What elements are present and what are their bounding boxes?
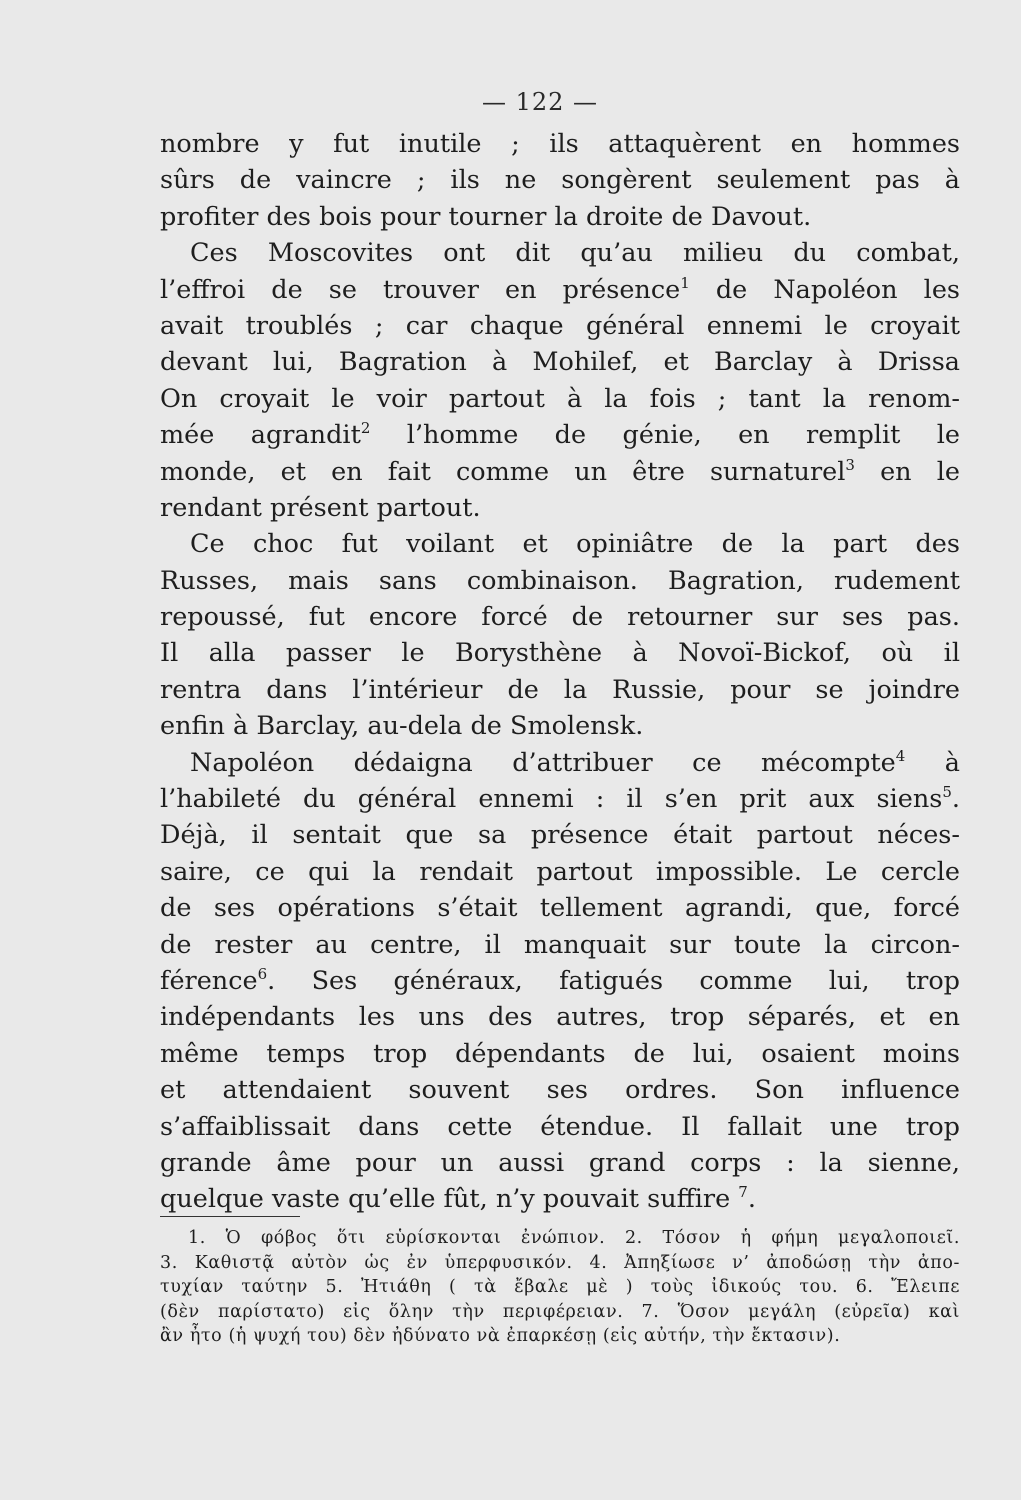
footnote-ref: 1 bbox=[680, 273, 690, 292]
footnote-divider bbox=[160, 1216, 300, 1217]
text-line: rendant présent partout. bbox=[160, 492, 481, 523]
text-line: même temps trop dépendants de lui, osaient moins bbox=[160, 1038, 960, 1069]
text-line: grande âme pour un aussi grand corps : la sienne, bbox=[160, 1147, 960, 1178]
footnote-ref: 4 bbox=[895, 746, 906, 765]
text-line: de ses opérations s’était tellement agrandi, que, forcé bbox=[160, 893, 960, 924]
text-line: indépendants les uns des autres, trop séparés, et en bbox=[160, 1002, 960, 1033]
text-line: Déjà, il sentait que sa présence était partout néces- bbox=[160, 820, 960, 851]
footnote-ref: 6 bbox=[257, 964, 268, 983]
text-line: l’effroi de se trouver en présence$^1$ de Napoléon les bbox=[160, 273, 961, 305]
text-line: sûrs de vaincre ; ils ne songèrent seulement pas à bbox=[160, 165, 960, 196]
paragraph-start: Ces Moscovites ont dit qu’au milieu du combat, bbox=[190, 238, 960, 269]
footnote-ref: 2 bbox=[360, 419, 371, 438]
text-line: monde, et en fait comme un être surnaturel$^3$ en le bbox=[160, 455, 961, 487]
paragraph-start: Napoléon dédaigna d’attribuer ce mécompte$^4$ à bbox=[190, 746, 960, 778]
text-line: profiter des bois pour tourner la droite de Davout. bbox=[160, 201, 812, 232]
text-line: saire, ce qui la rendait partout impossible. Le cercle bbox=[160, 856, 960, 887]
paragraph-start: Ce choc fut voilant et opiniâtre de la part des bbox=[190, 529, 960, 560]
text-line: Russes, mais sans combinaison. Bagration, rudement bbox=[160, 565, 960, 596]
text-line: devant lui, Bagration à Mohilef, et Barclay à Drissa bbox=[160, 347, 960, 378]
text-line: Il alla passer le Borysthène à Novoï-Bickof, où il bbox=[160, 638, 960, 669]
text-line: quelque vaste qu’elle fût, n’y pouvait suffire $^7$. bbox=[160, 1183, 756, 1215]
main-text bbox=[160, 126, 960, 1218]
footnote-ref: 5 bbox=[942, 783, 952, 802]
text-line: férence$^6$. Ses généraux, fatigués comme lui, trop bbox=[160, 964, 960, 996]
text-line: mée agrandit$^2$ l’homme de génie, en remplit le bbox=[160, 419, 960, 451]
text-line: et attendaient souvent ses ordres. Son influence bbox=[160, 1075, 960, 1106]
footnote-line: τυχίαν ταύτην 5. Ἠτιάθη ( τὰ ἔβαλε μὲ ) τοὺς ἰδικούς του. 6. Ἔλειπε bbox=[160, 1277, 960, 1298]
footnote-ref: 3 bbox=[845, 455, 855, 474]
page-number: — 122 — bbox=[481, 88, 599, 116]
footnote-line: (δὲν παρίστατο) εἰς ὅλην τὴν περιφέρειαν. 7. Ὅσον μεγάλη (εὐρεῖα) καὶ bbox=[160, 1301, 960, 1322]
footnote-ref: 7 bbox=[738, 1183, 748, 1202]
footnotes bbox=[160, 1226, 960, 1349]
footnote-line: 3. Καθιστᾷ αὐτὸν ὡς ἐν ὑπερφυσικόν. 4. Ἀπηξίωσε ν’ ἀποδώσῃ τὴν ἀπο- bbox=[160, 1252, 960, 1273]
text-line: On croyait le voir partout à la fois ; tant la renom- bbox=[160, 383, 960, 414]
text-line: rentra dans l’intérieur de la Russie, pour se joindre bbox=[160, 674, 960, 705]
text-line: l’habileté du général ennemi : il s’en prit aux siens$^5$. bbox=[160, 783, 960, 815]
text-line: enfin à Barclay, au-dela de Smolensk. bbox=[160, 711, 644, 742]
text-line: avait troublés ; car chaque général ennemi le croyait bbox=[160, 310, 960, 341]
text-line: de rester au centre, il manquait sur toute la circon- bbox=[160, 929, 960, 960]
footnote-line: ἂν ἦτο (ἡ ψυχή του) δὲν ἠδύνατο νὰ ἐπαρκέσῃ (εἰς αὐτήν, τὴν ἔκτασιν). bbox=[160, 1326, 841, 1347]
footnote-line: 1. Ὁ φόβος ὅτι εὑρίσκονται ἐνώπιον. 2. Τόσον ἡ φήμη μεγαλοποιεῖ. bbox=[188, 1228, 960, 1248]
text-line: s’affaiblissait dans cette étendue. Il fallait une trop bbox=[160, 1111, 960, 1142]
text-line: nombre y fut inutile ; ils attaquèrent en hommes bbox=[160, 129, 960, 159]
text-line: repoussé, fut encore forcé de retourner sur ses pas. bbox=[160, 602, 960, 633]
